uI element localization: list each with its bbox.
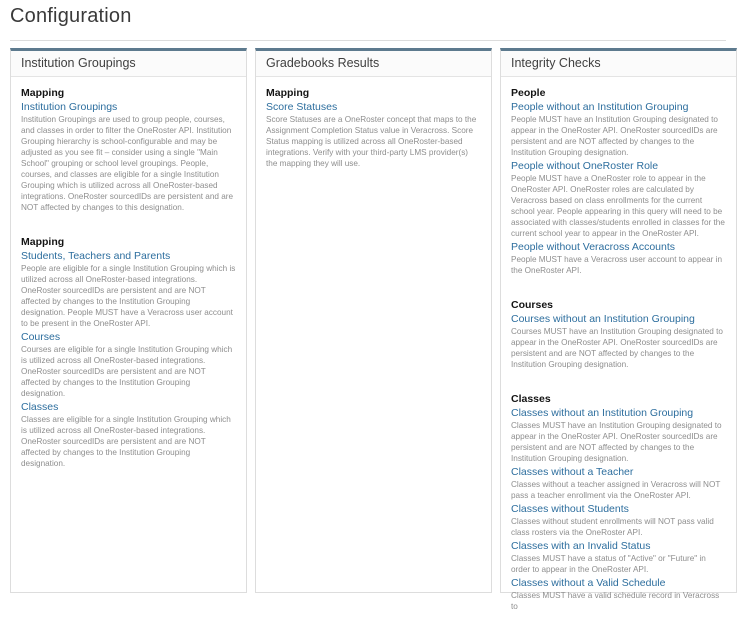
link-people-without-oneroster-role[interactable]: People without OneRoster Role [511,160,659,172]
group-courses-1 [511,299,726,370]
link-score-statuses[interactable]: Score Statuses [266,101,338,113]
item-description: Courses are eligible for a single Institution Grouping which is utilized across all OneRoster-based integrations. OneRoster sourcedIDs are persistent and are NOT affected by changes to the Institution Grouping designation. [21,345,233,398]
item-description: People are eligible for a single Institution Grouping which is utilized across all OneRoster-based integrations. OneRoster sourcedIDs are persistent and are NOT affected by changes to the Institution Grouping designation. People MUST have a Veracross user account to be present in the OneRoster API. [21,264,236,328]
item-description: People MUST have a Veracross user account to appear in the OneRoster API. [511,255,723,275]
item-description: Classes MUST have an Institution Grouping designated to appear in the OneRoster API. OneRoster sourcedIDs are persistent and are NOT affected by changes to the Institution Grouping designation. [511,421,722,463]
panel-title: Integrity Checks [501,51,736,77]
link-courses-without-an-institution-grouping[interactable]: Courses without an Institution Grouping [511,313,695,325]
link-courses[interactable]: Courses [21,331,61,343]
item-description: Classes are eligible for a single Institution Grouping which is utilized across all OneRoster-based integrations. OneRoster sourcedIDs are persistent and are NOT affected by changes to the Institution Grouping designation. [21,415,231,468]
group-heading: People [511,87,546,99]
group-heading: Mapping [266,87,310,99]
item-description: Classes MUST have a valid schedule record in Veracross to [511,591,720,611]
link-classes-without-students[interactable]: Classes without Students [511,503,629,515]
link-classes[interactable]: Classes [21,401,59,413]
group-classes-2 [511,393,726,612]
configuration-page [0,5,726,611]
link-people-without-veracross-accounts[interactable]: People without Veracross Accounts [511,241,676,253]
title-divider [10,40,726,41]
link-people-without-an-institution-grouping[interactable]: People without an Institution Grouping [511,101,689,113]
panel-body [11,77,246,481]
panel-title: Institution Groupings [11,51,246,77]
item-description: Classes without a teacher assigned in Veracross will NOT pass a teacher enrollment via the OneRoster API. [511,480,721,500]
item-description: Classes without student enrollments will NOT pass valid class rosters via the OneRoster API. [511,517,714,537]
group-people-0 [511,87,726,276]
group-heading: Mapping [21,87,65,99]
panel-integrity-checks [500,48,737,611]
group-mapping-0 [266,87,481,169]
item-description: People MUST have an Institution Grouping designated to appear in the OneRoster API. OneRoster sourcedIDs are persistent and are NOT affected by changes to the Institution Grouping designation. [511,115,718,157]
group-heading: Classes [511,393,551,405]
link-classes-without-an-institution-grouping[interactable]: Classes without an Institution Grouping [511,407,694,419]
item-description: Classes MUST have a status of "Active" or "Future" in order to appear in the OneRoster API. [511,554,706,574]
panels-row [10,48,726,611]
link-classes-with-an-invalid-status[interactable]: Classes with an Invalid Status [511,540,651,552]
link-students-teachers-and-parents[interactable]: Students, Teachers and Parents [21,250,171,262]
panel-body [501,77,736,624]
group-heading: Mapping [21,236,65,248]
item-description: Institution Groupings are used to group people, courses, and classes in order to filter the OneRoster API. Institution Grouping hierarchy is school-configurable and may be adjusted as you see fit – consider using a single "Main School" grouping or school level groupings. People, courses, and classes are eligible for a single Institution Grouping which is utilized across all OneRoster-based integrations. OneRoster sourcedIDs are persistent and are NOT affected by changes to this designation. [21,115,234,212]
panel-title: Gradebooks Results [256,51,491,77]
group-mapping-0 [21,87,236,213]
link-classes-without-a-teacher[interactable]: Classes without a Teacher [511,466,634,478]
group-heading: Courses [511,299,554,311]
panel-institution-groupings [10,48,247,593]
item-description: Courses MUST have an Institution Grouping designated to appear in the OneRoster API. OneRoster sourcedIDs are persistent and are NOT affected by changes to the Institution Grouping designation. [511,327,723,369]
page-title: Configuration [10,5,132,27]
link-classes-without-a-valid-schedule[interactable]: Classes without a Valid Schedule [511,577,666,589]
panel-gradebooks-results [255,48,492,593]
link-institution-groupings[interactable]: Institution Groupings [21,101,118,113]
group-mapping-1 [21,236,236,469]
item-description: Score Statuses are a OneRoster concept that maps to the Assignment Completion Status value in Veracross. Score Status mapping is utilized across all OneRoster-based integrations. Verify with your third-party LMS provider(s) the mapping they will use. [266,115,477,168]
panel-body [256,77,491,181]
item-description: People MUST have a OneRoster role to appear in the OneRoster API. OneRoster roles are calculated by Veracross based on class enrollments for the current school year. People appearing in this query will need to be associated with classes/students enrolled in classes for the current school year to appear in the OneRoster API. [511,174,725,238]
